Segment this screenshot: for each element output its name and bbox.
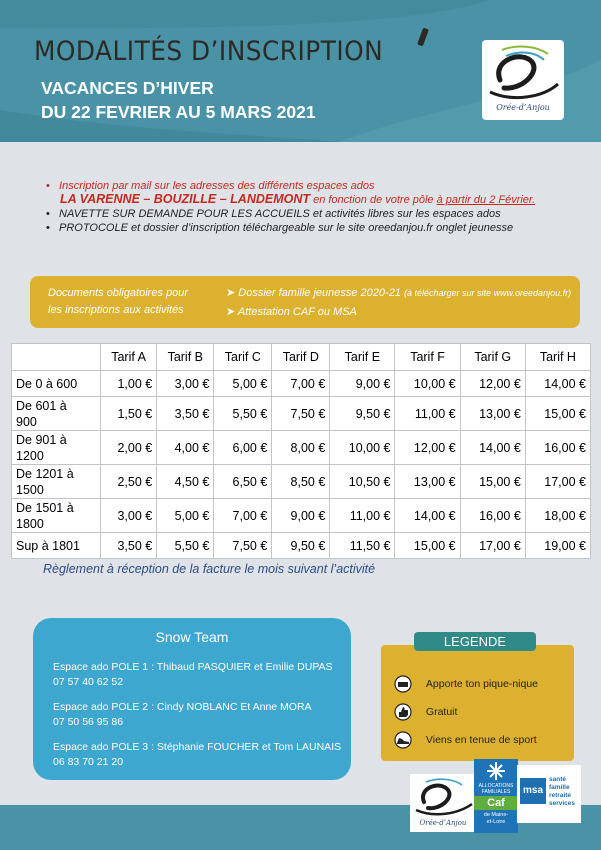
footer-oree-logo <box>410 774 476 832</box>
income-bracket-cell <box>12 431 101 465</box>
price-cell: 3,00 € <box>157 371 214 397</box>
msa-line1: santé <box>549 776 566 783</box>
caf-line1: ALLOCATIONS <box>478 783 514 789</box>
legend-item2-text: Gratuit <box>425 705 458 718</box>
price-cell: 12,00 € <box>395 431 460 465</box>
bracket-line2: 1200 <box>16 448 44 463</box>
price-cell: 15,00 € <box>460 465 525 499</box>
page-title: MODALITÉS D’INSCRIPTION <box>34 36 384 67</box>
legend-item3-text: Viens en tenue de sport <box>425 733 537 746</box>
info-mail-text: Inscription par mail sur les adresses des différents espaces ados <box>59 180 375 192</box>
documents-item1-note: (à télécharger sur site www.oreedanjou.fr) <box>404 288 572 298</box>
caf-region-line2: et-Loire <box>486 819 506 825</box>
bracket-line1: De 901 à <box>16 432 67 447</box>
bracket-line1: De 1201 à <box>16 466 74 481</box>
snow-pole3 <box>53 740 341 770</box>
info-protocole-strong: PROTOCOLE <box>59 222 128 234</box>
price-cell: 8,50 € <box>272 465 330 499</box>
price-cell: 10,00 € <box>330 431 395 465</box>
price-cell: 3,50 € <box>101 533 157 559</box>
documents-item2-text: Attestation CAF ou MSA <box>237 306 357 318</box>
price-cell: 1,50 € <box>101 397 157 431</box>
msa-line4: services <box>549 800 576 807</box>
snow-pole1 <box>53 660 333 690</box>
documents-item1-text: Dossier famille jeunesse 2020-21 <box>238 287 401 299</box>
caf-region-line1: de Maine- <box>483 812 509 818</box>
info-list <box>36 180 601 236</box>
arrow-icon: ➤ <box>226 306 236 318</box>
price-cell: 5,00 € <box>157 499 214 533</box>
table-row <box>12 371 591 397</box>
header-banner <box>0 0 601 142</box>
table-row <box>12 499 591 533</box>
msa-text <box>549 776 575 808</box>
price-cell: 12,00 € <box>460 371 525 397</box>
table-row <box>12 397 591 431</box>
table-header-cell: Tarif C <box>214 344 272 371</box>
pole1-phone: 07 57 40 62 52 <box>53 676 124 688</box>
table-header-cell: Tarif D <box>272 344 330 371</box>
subtitle-holiday: VACANCES D’HIVER <box>41 78 214 98</box>
price-cell: 15,00 € <box>395 533 460 559</box>
legend-item-picnic <box>393 675 538 693</box>
price-cell: 11,00 € <box>330 499 395 533</box>
table-header-row <box>12 344 591 371</box>
documents-label <box>48 285 188 319</box>
snow-pole2 <box>53 700 312 730</box>
caf-logo <box>474 759 518 833</box>
price-cell: 13,00 € <box>460 397 525 431</box>
oree-anjou-logo <box>482 40 564 120</box>
price-cell: 7,00 € <box>272 371 330 397</box>
income-bracket-cell <box>12 397 101 431</box>
msa-line2: famille <box>549 784 570 791</box>
oree-footer-icon <box>410 774 476 818</box>
price-cell: 2,00 € <box>101 431 157 465</box>
price-cell: 3,00 € <box>101 499 157 533</box>
price-cell: 2,50 € <box>101 465 157 499</box>
sneaker-icon <box>393 731 413 749</box>
oree-logo-text: Orée-d’Anjou <box>496 103 550 112</box>
income-bracket-cell <box>12 371 101 397</box>
table-header-cell: Tarif B <box>157 344 214 371</box>
price-cell: 15,00 € <box>525 397 590 431</box>
info-mid: en fonction de votre pôle <box>310 194 437 206</box>
table-header-cell: Tarif G <box>460 344 525 371</box>
price-cell: 9,00 € <box>272 499 330 533</box>
oree-footer-text: Orée-d’Anjou <box>419 819 467 827</box>
table-header-cell: Tarif F <box>395 344 460 371</box>
price-cell: 16,00 € <box>460 499 525 533</box>
picnic-icon <box>393 675 413 693</box>
legend-item1-text: Apporte ton pique-nique <box>425 677 539 690</box>
legend-box <box>381 645 574 761</box>
income-bracket-cell <box>12 499 101 533</box>
price-cell: 6,00 € <box>214 431 272 465</box>
legend-item-free <box>393 703 457 721</box>
price-cell: 1,00 € <box>101 371 157 397</box>
price-cell: 5,50 € <box>157 533 214 559</box>
bracket-line1: De 0 à 600 <box>16 376 78 391</box>
info-places: LA VARENNE – BOUZILLE – LANDEMONT <box>60 192 311 206</box>
table-header-cell <box>12 344 101 371</box>
pole2-contacts: Espace ado POLE 2 : Cindy NOBLANC Et Anne MORA <box>53 701 312 713</box>
msa-line3: retraite <box>549 792 572 799</box>
price-cell: 9,00 € <box>330 371 395 397</box>
price-cell: 7,50 € <box>214 533 272 559</box>
bracket-line2: 1500 <box>16 482 44 497</box>
table-header-cell: Tarif A <box>101 344 157 371</box>
price-cell: 8,00 € <box>272 431 330 465</box>
info-date: à partir du 2 Février. <box>436 194 536 206</box>
price-cell: 3,50 € <box>157 397 214 431</box>
price-cell: 10,00 € <box>395 371 460 397</box>
table-row <box>12 465 591 499</box>
price-cell: 9,50 € <box>272 533 330 559</box>
caf-region <box>474 812 518 826</box>
info-navette-rest: et activités libres sur les espaces ados <box>309 208 501 220</box>
price-cell: 6,50 € <box>214 465 272 499</box>
price-cell: 5,00 € <box>214 371 272 397</box>
pole1-contacts: Espace ado POLE 1 : Thibaud PASQUIER et Emilie DUPAS <box>53 661 333 673</box>
pole3-contacts: Espace ado POLE 3 : Stéphanie FOUCHER et Tom LAUNAIS <box>53 741 342 753</box>
thumbs-up-icon <box>393 703 413 721</box>
price-cell: 7,50 € <box>272 397 330 431</box>
info-protocole-rest: et dossier d’inscription téléchargeable sur le site oreedanjou.fr onglet jeunesse <box>127 222 514 234</box>
bracket-line1: De 601 à <box>16 398 67 413</box>
arrow-icon: ➤ <box>226 287 236 299</box>
pole3-phone: 06 83 70 21 20 <box>53 756 124 768</box>
table-header-cell: Tarif H <box>525 344 590 371</box>
tarifs-table <box>11 343 591 559</box>
reglement-note: Règlement à réception de la facture le mois suivant l’activité <box>43 562 376 576</box>
price-cell: 17,00 € <box>525 465 590 499</box>
price-cell: 10,50 € <box>330 465 395 499</box>
info-item-navette: • NAVETTE SUR DEMANDE POUR LES ACCUEILS et activités libres sur les espaces ados <box>46 208 501 220</box>
documents-label-line2: les inscriptions aux activités <box>48 304 184 316</box>
price-cell: 9,50 € <box>330 397 395 431</box>
bracket-line2: 900 <box>16 414 37 429</box>
price-cell: 4,50 € <box>157 465 214 499</box>
pole2-phone: 07 50 56 95 86 <box>53 716 124 728</box>
bracket-line2: 1800 <box>16 516 44 531</box>
table-row <box>12 533 591 559</box>
caf-brand: Caf <box>474 796 518 810</box>
table-row <box>12 431 591 465</box>
price-cell: 14,00 € <box>525 371 590 397</box>
table-header-cell: Tarif E <box>330 344 395 371</box>
price-cell: 19,00 € <box>525 533 590 559</box>
snow-team-box <box>33 618 351 780</box>
bracket-line1: De 1501 à <box>16 500 74 515</box>
caf-line2: FAMILIALES <box>481 789 511 795</box>
info-navette-strong: NAVETTE SUR DEMANDE POUR LES ACCUEILS <box>59 208 310 220</box>
bracket-line1: Sup à 1801 <box>16 538 80 553</box>
price-cell: 18,00 € <box>525 499 590 533</box>
info-item-protocole: • PROTOCOLE et dossier d’inscription téléchargeable sur le site oreedanjou.fr onglet jeunesse <box>46 222 514 234</box>
income-bracket-cell <box>12 465 101 499</box>
documents-item-attestation <box>226 305 357 318</box>
price-cell: 17,00 € <box>460 533 525 559</box>
price-cell: 11,00 € <box>395 397 460 431</box>
legend-item-sport <box>393 731 537 749</box>
income-bracket-cell <box>12 533 101 559</box>
legend-title: LEGENDE <box>414 632 536 651</box>
documents-item-dossier <box>226 286 571 299</box>
subtitle-dates: DU 22 FEVRIER AU 5 MARS 2021 <box>41 102 316 122</box>
caf-snowflake-icon <box>474 759 518 783</box>
msa-mark: msa <box>520 778 546 804</box>
price-cell: 13,00 € <box>395 465 460 499</box>
documents-label-line1: Documents obligatoires pour <box>48 287 189 299</box>
caf-text <box>474 783 518 795</box>
info-item-mail: • Inscription par mail sur les adresses des différents espaces ados LA VARENNE – BOUZILLE – LANDEMONT en fonction de votre pôle à partir du 2 Février. <box>46 180 536 206</box>
price-cell: 5,50 € <box>214 397 272 431</box>
price-cell: 4,00 € <box>157 431 214 465</box>
price-cell: 14,00 € <box>395 499 460 533</box>
msa-logo <box>517 765 581 823</box>
snow-team-title: Snow Team <box>155 629 229 645</box>
price-cell: 7,00 € <box>214 499 272 533</box>
price-cell: 16,00 € <box>525 431 590 465</box>
price-cell: 11,50 € <box>330 533 395 559</box>
price-cell: 14,00 € <box>460 431 525 465</box>
documents-box <box>30 276 580 328</box>
